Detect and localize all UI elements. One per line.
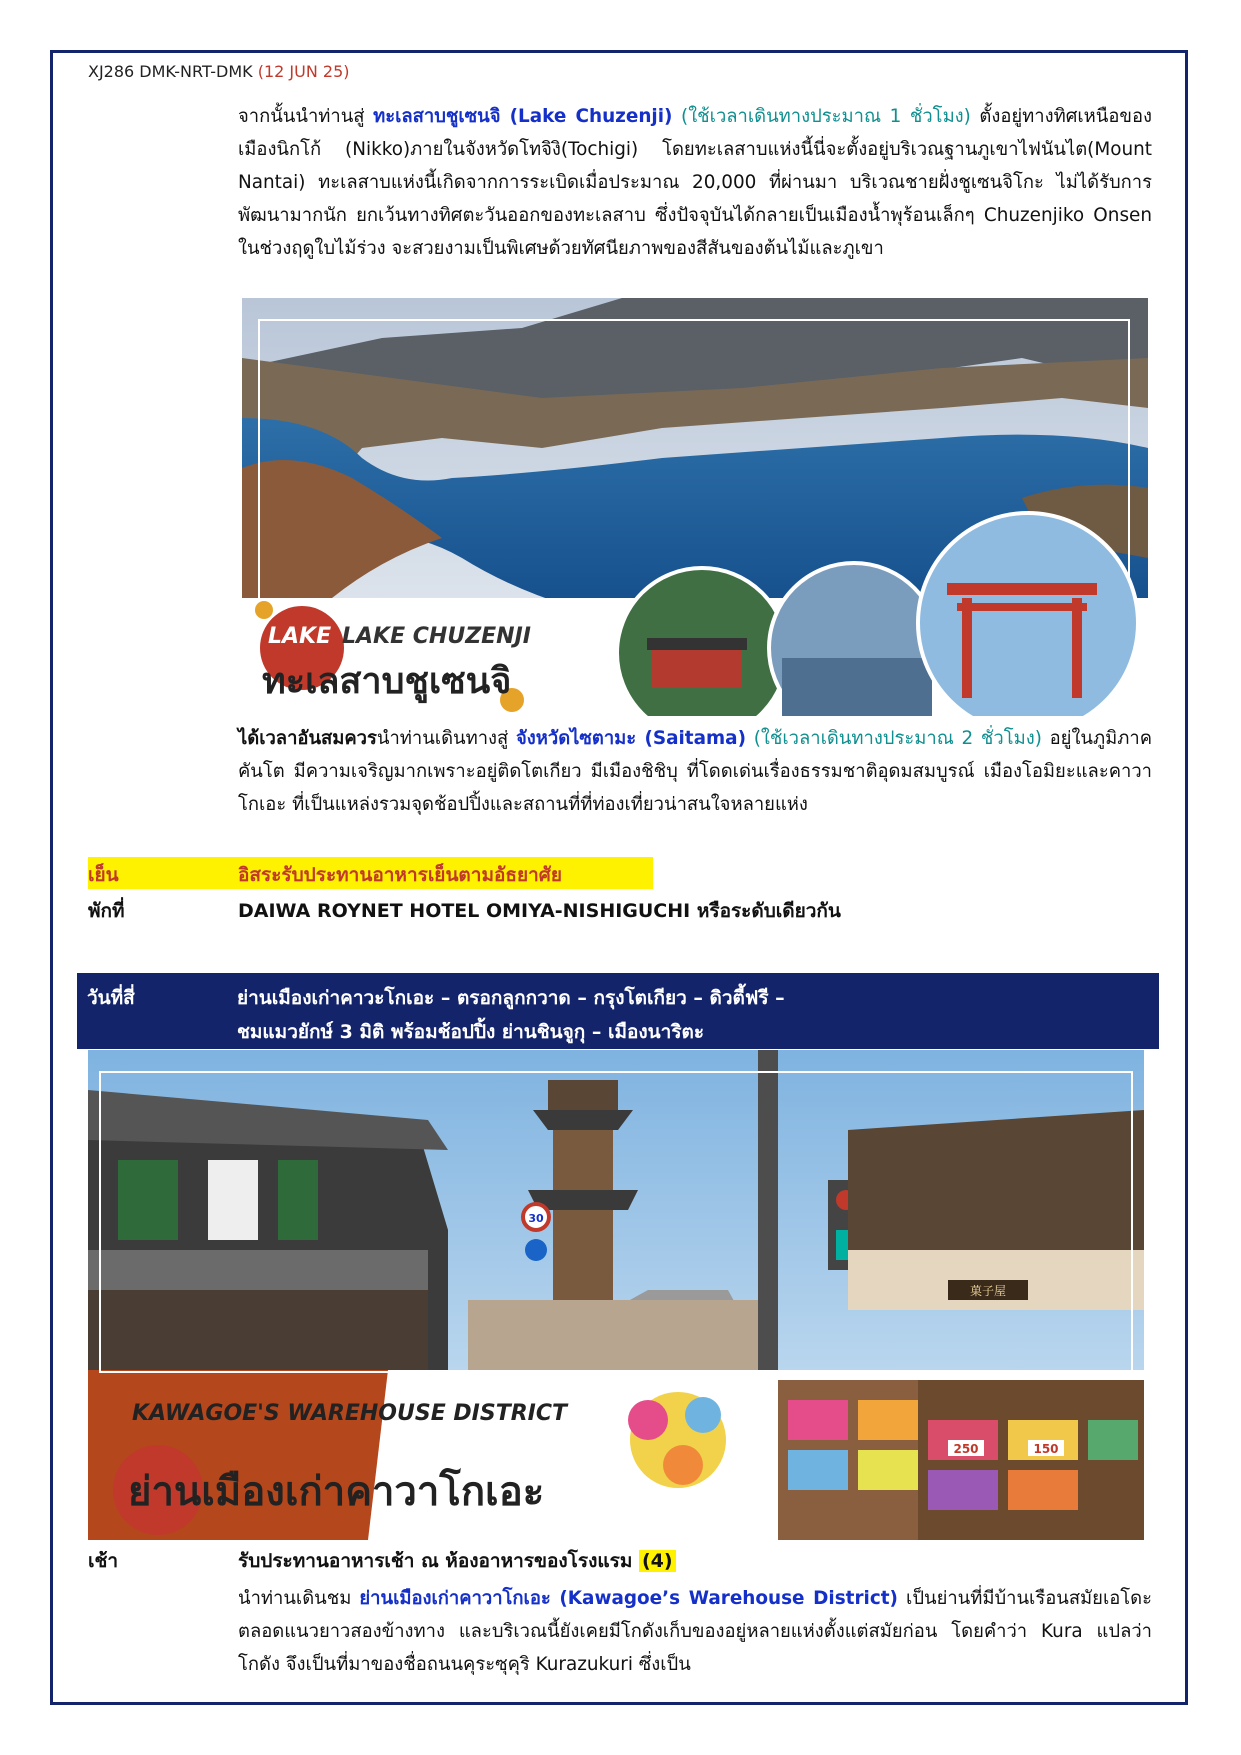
saitama-place-name: จังหวัดไซตามะ (Saitama)	[516, 728, 746, 749]
day-four-route-line2: ชมแมวยักษ์ 3 มิติ พร้อมช้อปปิ้ง ย่านชินจูกุ – เมืองนาริตะ	[237, 1021, 705, 1043]
saitama-travel-time: (ใช้เวลาเดินทางประมาณ 2 ชั่วโมง)	[746, 728, 1042, 749]
kawagoe-photo	[88, 1050, 1144, 1540]
lake-title-en: LAKE CHUZENJI	[342, 624, 531, 649]
lake-place-name: ทะเลสาบชูเซนจิ (Lake Chuzenji)	[373, 106, 673, 127]
lake-description: ตั้งอยู่ทางทิศเหนือของเมืองนิกโก้ (Nikko)ภายในจังหวัดโทจิงิ(Tochigi) โดยทะเลสาบแห่งนี้นี่จะตั้งอยู่บริเวณฐานภูเขาไฟนันไต(Mount Nantai) ทะเลสาบแห่งนี้เกิดจากการระเบิดเมื่อประมาณ 20,000 ที่ผ่านมา บริเวณชายฝั่งชูเซนจิโกะ ไม่ได้รับการพัฒนามากนัก ยกเว้นทางทิศตะวันออกของทะเลสาบ ซึ่งปัจจุบันได้กลายเป็นเมืองน้ำพุร้อนเล็กๆ Chuzenjiko Onsen ในช่วงฤดูใบไม้ร่วง จะสวยงามเป็นพิเศษด้วยทัศนียภาพของสีสันของต้นไม้และภูเขา	[238, 106, 1153, 259]
kawagoe-intro: นำท่านเดินชม	[238, 1588, 360, 1609]
hotel-label: พักที่	[88, 900, 125, 922]
kawagoe-photo-illustration	[88, 1050, 1144, 1540]
lake-intro: จากนั้นนำท่านสู่	[238, 106, 374, 127]
saitama-paragraph	[238, 722, 1152, 821]
dinner-value: อิสระรับประทานอาหารเย็นตามอัธยาศัย	[238, 864, 562, 886]
breakfast-label: เช้า	[88, 1550, 119, 1572]
day-four-label: วันที่สี่	[87, 987, 135, 1009]
day-four-header	[77, 973, 1159, 1049]
kawagoe-title-th: ย่านเมืองเก่าคาวาโกเอะ	[128, 1469, 545, 1515]
breakfast-row	[238, 1546, 676, 1576]
kawagoe-description: เป็นย่านที่มีบ้านเรือนสมัยเอโดะตลอดแนวยาวสองข้างทาง และบริเวณนี้ยังเคยมีโกดังเก็บของอยู่หลายแห่งตั้งแต่สมัยก่อน โดยคำว่า Kura แปลว่า โกดัง จึงเป็นที่มาของชื่อถนนคุระซุคุริ Kurazukuri ซึ่งเป็น	[238, 1588, 1152, 1675]
hotel-value: DAIWA ROYNET HOTEL OMIYA-NISHIGUCHI หรือระดับเดียวกัน	[238, 900, 841, 922]
day-four-route-line1: ย่านเมืองเก่าคาวะโกเอะ – ตรอกลูกกวาด – กรุงโตเกียว – ดิวตี้ฟรี –	[237, 987, 785, 1009]
shop-sign-text: 菓子屋	[969, 1284, 1007, 1298]
speed-sign-text: 30	[528, 1212, 544, 1225]
lake-photo-illustration	[242, 298, 1148, 716]
price-tag-250: 250	[953, 1442, 979, 1456]
lake-paragraph	[238, 100, 1152, 265]
lake-chuzenji-photo	[242, 298, 1148, 716]
meal-count-badge: (4)	[639, 1550, 676, 1572]
saitama-intro: นำท่านเดินทางสู่	[376, 728, 516, 749]
flight-code: XJ286 DMK-NRT-DMK	[88, 62, 253, 81]
lake-title-th: ทะเลสาบชูเซนจิ	[262, 661, 512, 702]
kawagoe-place-name: ย่านเมืองเก่าคาวาโกเอะ (Kawagoe’s Warehouse District)	[359, 1588, 898, 1609]
kawagoe-paragraph	[238, 1582, 1152, 1681]
saitama-description: อยู่ในภูมิภาคคันโต มีความเจริญมากเพราะอยู่ติดโตเกียว มีเมืองชิชิบุ ที่โดดเด่นเรื่องธรรมชาติอุดมสมบูรณ์ เมืองโอมิยะและคาวาโกเอะ ที่เป็นแหล่งรวมจุดช้อปปิ้งและสถานที่ที่ท่องเที่ยวน่าสนใจหลายแห่ง	[238, 728, 1152, 815]
saitama-lead: ได้เวลาอันสมควร	[238, 728, 377, 749]
lake-travel-time: (ใช้เวลาเดินทางประมาณ 1 ชั่วโมง)	[672, 106, 971, 127]
page-header	[88, 62, 350, 81]
price-tag-150: 150	[1033, 1442, 1059, 1456]
breakfast-value: รับประทานอาหารเช้า ณ ห้องอาหารของโรงแรม	[238, 1550, 633, 1572]
travel-date: (12 JUN 25)	[257, 62, 350, 81]
dinner-label: เย็น	[88, 864, 119, 886]
lake-title-en-part: LAKE	[268, 624, 332, 649]
kawagoe-title-en: KAWAGOE'S WAREHOUSE DISTRICT	[132, 1401, 567, 1426]
